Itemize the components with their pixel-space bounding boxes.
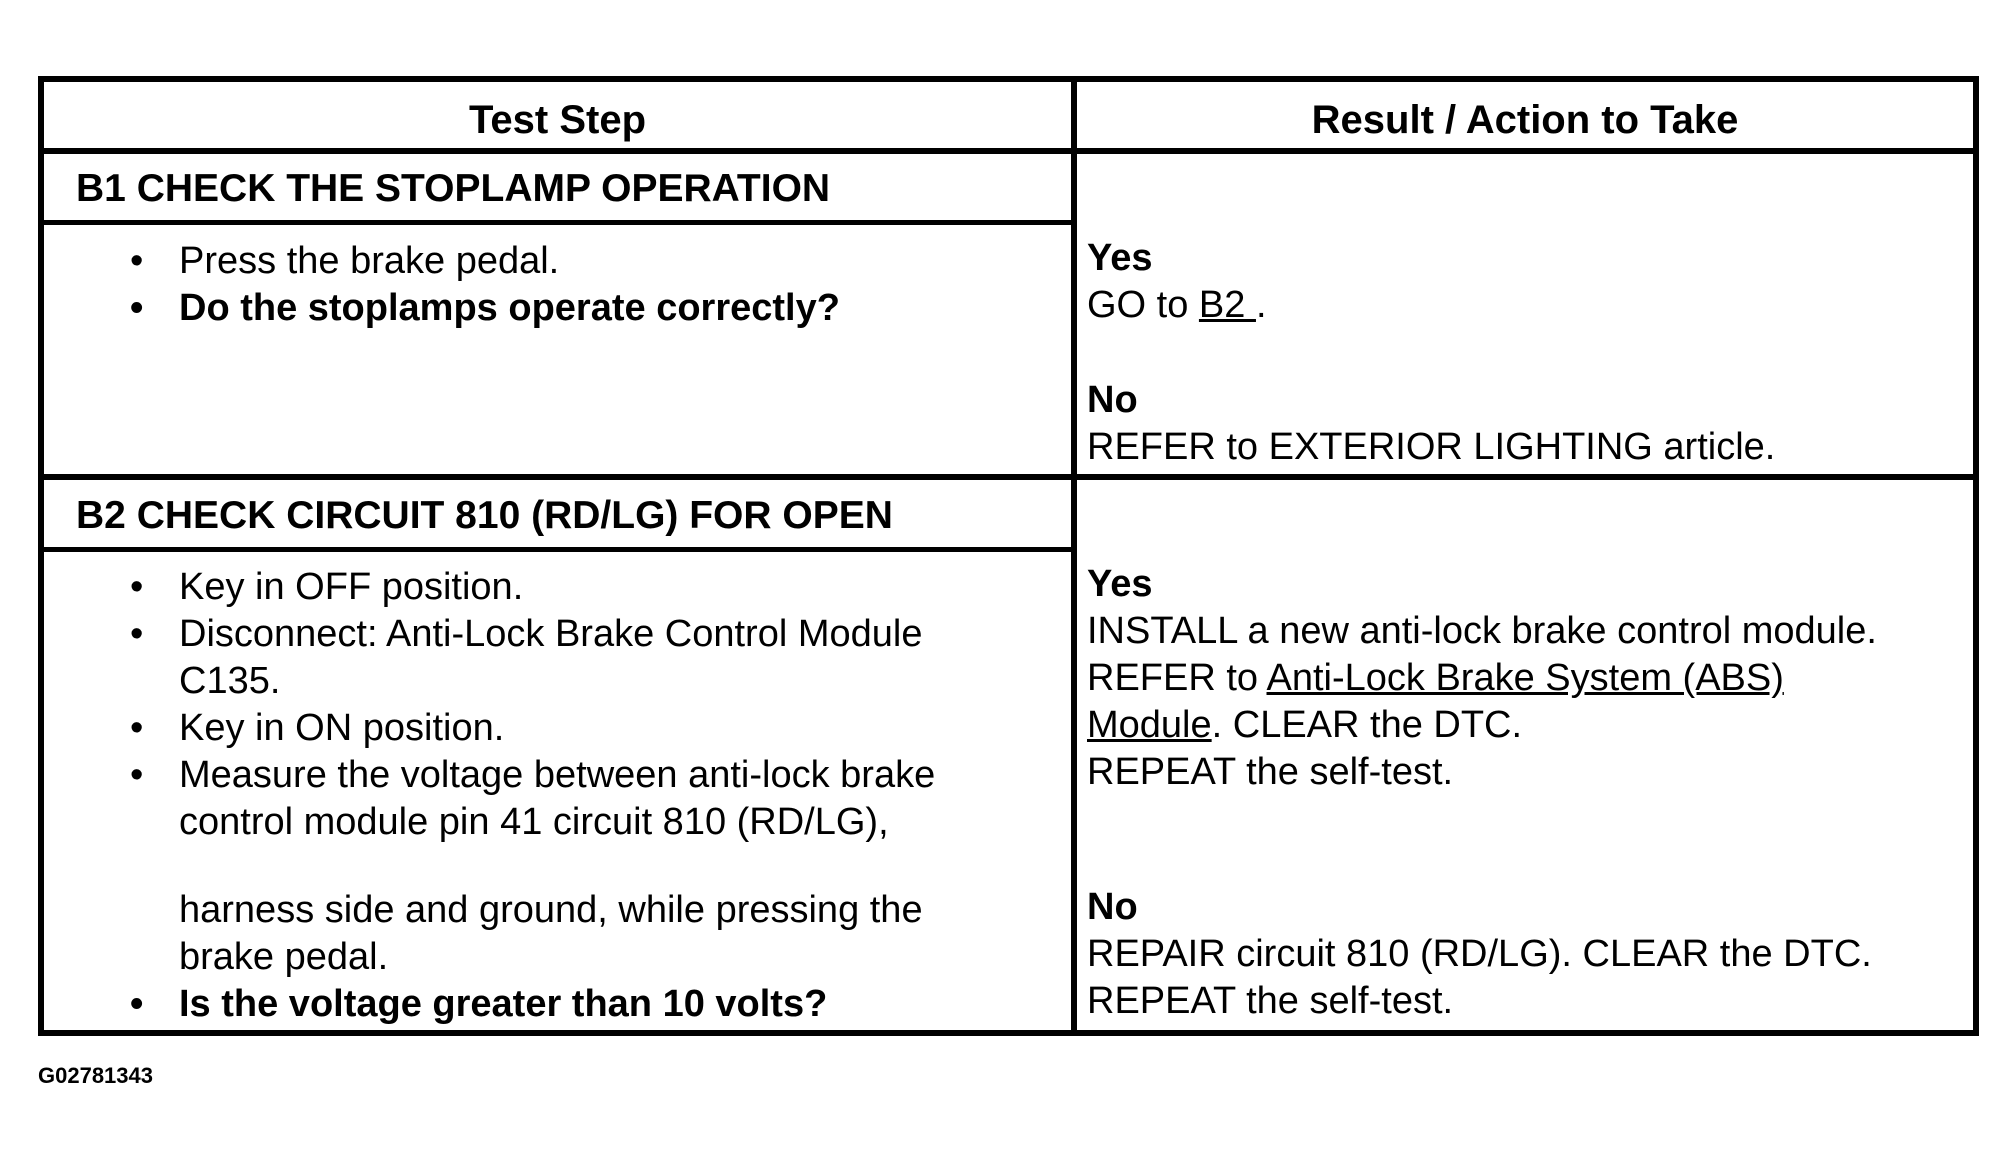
b2-title-divider	[38, 547, 1075, 552]
step-text-continued: C135.	[179, 660, 281, 702]
header-result-action: Result / Action to Take	[1311, 98, 1739, 142]
step-text: Key in ON position.	[179, 707, 505, 749]
step-text: Press the brake pedal.	[179, 240, 560, 282]
b2-no-action	[1087, 931, 1872, 1025]
b2-no-label: No	[1087, 886, 1138, 928]
figure-id: G02781343	[38, 1063, 153, 1088]
no-action-text: REPEAT the self-test.	[1087, 980, 1454, 1022]
b1-no-label: No	[1087, 379, 1138, 421]
yes-action-text: GO to	[1087, 284, 1199, 326]
abs-module-link[interactable]: Anti-Lock Brake System (ABS)	[1266, 657, 1784, 699]
bullet-icon: •	[130, 754, 144, 796]
list-item	[128, 752, 935, 846]
step-text-continued: control module pin 41 circuit 810 (RD/LG),	[179, 801, 889, 843]
bullet-icon: •	[130, 983, 144, 1025]
section-divider	[38, 474, 1979, 480]
b1-steps-list	[128, 238, 840, 332]
b2-yes-action	[1087, 608, 1877, 796]
step-text: Disconnect: Anti-Lock Brake Control Module	[179, 613, 923, 655]
abs-module-link-continued[interactable]: Module	[1087, 704, 1212, 746]
b1-no-action: REFER to EXTERIOR LIGHTING article.	[1087, 426, 1776, 468]
b2-question-list	[128, 981, 827, 1028]
list-item	[128, 285, 840, 332]
continuation-line: brake pedal.	[179, 936, 389, 978]
continuation-line: harness side and ground, while pressing the	[179, 889, 923, 931]
step-text: Key in OFF position.	[179, 566, 524, 608]
b2-link[interactable]: B2	[1198, 284, 1256, 326]
header-test-step: Test Step	[468, 98, 647, 142]
b1-title-divider	[38, 220, 1075, 225]
b2-section-title: B2 CHECK CIRCUIT 810 (RD/LG) FOR OPEN	[76, 494, 893, 537]
list-item	[128, 238, 840, 285]
yes-action-text: INSTALL a new anti-lock brake control module.	[1087, 610, 1877, 652]
list-item	[128, 705, 935, 752]
yes-action-text: .	[1255, 284, 1267, 326]
b2-steps-list	[128, 564, 935, 846]
bullet-icon: •	[130, 566, 144, 608]
b1-yes-label: Yes	[1087, 237, 1153, 279]
step-question: Do the stoplamps operate correctly?	[179, 287, 840, 329]
bullet-icon: •	[130, 240, 144, 282]
step-question: Is the voltage greater than 10 volts?	[179, 983, 828, 1025]
b2-yes-label: Yes	[1087, 563, 1153, 605]
step-text: Measure the voltage between anti-lock brake	[179, 754, 936, 796]
bullet-icon: •	[130, 613, 144, 655]
b1-yes-action	[1087, 282, 1267, 329]
no-action-text: REPAIR circuit 810 (RD/LG). CLEAR the DTC.	[1087, 933, 1872, 975]
yes-action-text: REFER to	[1087, 657, 1267, 699]
list-item	[128, 611, 935, 705]
yes-action-text: . CLEAR the DTC.	[1211, 704, 1523, 746]
b1-section-title: B1 CHECK THE STOPLAMP OPERATION	[76, 167, 831, 210]
bullet-icon: •	[130, 707, 144, 749]
b2-step-continuation	[179, 887, 923, 981]
bullet-icon: •	[130, 287, 144, 329]
list-item	[128, 564, 935, 611]
yes-action-text: REPEAT the self-test.	[1087, 751, 1454, 793]
list-item	[128, 981, 827, 1028]
